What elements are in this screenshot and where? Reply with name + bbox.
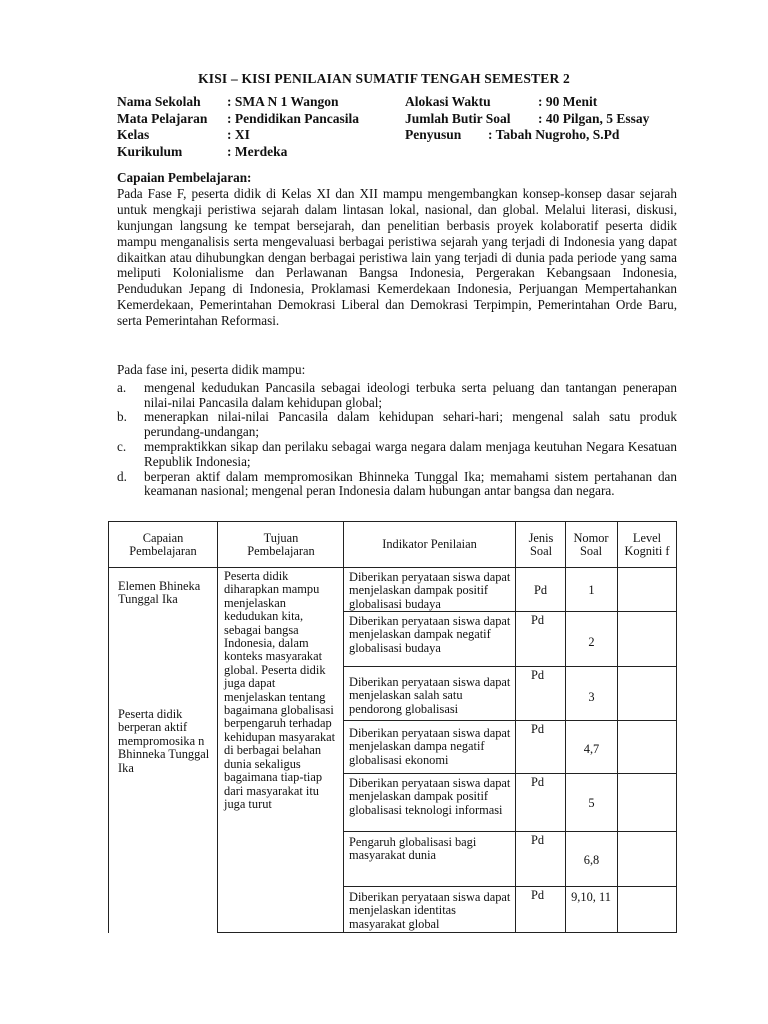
- nomor-cell: 3: [588, 690, 595, 704]
- meta-key: Alokasi Waktu: [405, 94, 491, 109]
- nomor-cell: 9,10, 11: [571, 890, 611, 904]
- header-tujuan: Tujuan Pembelajaran: [247, 530, 315, 558]
- meta-row: [117, 94, 359, 111]
- jenis-cell: Pd: [531, 775, 545, 789]
- table-border-top: [108, 521, 677, 522]
- column-divider: [343, 521, 344, 933]
- column-divider: [565, 521, 566, 933]
- list-marker: b.: [117, 409, 127, 425]
- meta-row: [405, 127, 649, 144]
- table-border-left: [108, 521, 109, 933]
- list-item: [117, 410, 677, 440]
- abilities-intro: Pada fase ini, peserta didik mampu:: [117, 362, 306, 377]
- meta-row: [117, 127, 359, 144]
- nomor-cell: 6,8: [583, 853, 600, 867]
- tujuan-text: Peserta didik diharapkan mampu menjelaskan kedudukan kita, sebagai bangsa Indonesia, dalam konteks masyarakat global. Peserta didik juga dapat menjelaskan tentang bagaimana globalisasi berpengaruh terhadap kehidupan masyarakat di berbagai belahan dunia sekaligus bagaimana tiap-tiap dari masyarakat itu juga turut: [224, 569, 336, 811]
- capaian-heading: Capaian Pembelajaran:: [117, 170, 252, 185]
- header-indikator: Indikator Penilaian: [382, 537, 477, 552]
- meta-row: [405, 111, 649, 128]
- kisi-table: [108, 521, 677, 933]
- capaian-element: Elemen Bhineka Tunggal Ika: [118, 579, 201, 607]
- meta-key: Kelas: [117, 127, 150, 142]
- header-level: Level Kogniti f: [624, 531, 670, 558]
- meta-value: : 90 Menit: [538, 94, 598, 109]
- list-text: berperan aktif dalam mempromosikan Bhinneka Tunggal Ika; memahami sistem pertahanan dan keamanan nasional; mengenal peran Indonesia dalam hubungan antar bangsa dan negara.: [144, 468, 677, 499]
- jenis-cell: Pd: [533, 583, 548, 597]
- meta-value: : XI: [227, 127, 250, 142]
- jenis-cell: Pd: [531, 722, 545, 736]
- abilities-list: [117, 381, 677, 499]
- row-divider: [343, 831, 677, 832]
- meta-right: [405, 94, 649, 144]
- row-divider: [343, 886, 677, 887]
- meta-row: [405, 94, 649, 111]
- header-capaian: Capaian Pembelajaran: [129, 530, 197, 558]
- indikator-cell: Diberikan peryataan siswa dapat menjelaskan identitas masyarakat global: [349, 890, 511, 931]
- list-text: mengenal kedudukan Pancasila sebagai ideologi terbuka serta peluang dan tantangan penerapan nilai-nilai Pancasila dalam kehidupan global;: [144, 379, 677, 410]
- nomor-cell: 5: [588, 796, 595, 810]
- meta-value: : Tabah Nugroho, S.Pd: [488, 127, 620, 142]
- meta-value: : 40 Pilgan, 5 Essay: [538, 110, 650, 126]
- header-jenis: Jenis Soal: [528, 530, 554, 558]
- list-text: menerapkan nilai-nilai Pancasila dalam kehidupan sehari-hari; mengenal salah satu produk perundang-undangan;: [144, 409, 677, 440]
- meta-key: Jumlah Butir Soal: [405, 110, 511, 126]
- abilities-section: [117, 363, 677, 499]
- indikator-cell: Pengaruh globalisasi bagi masyarakat dunia: [349, 835, 477, 863]
- column-divider: [217, 521, 218, 933]
- meta-key: Penyusun: [405, 127, 462, 142]
- list-marker: a.: [117, 379, 127, 395]
- table-border-right: [676, 521, 677, 933]
- jenis-cell: Pd: [531, 613, 545, 627]
- column-divider: [515, 521, 516, 933]
- meta-value: : Pendidikan Pancasila: [227, 110, 360, 126]
- list-text: mempraktikkan sikap dan perilaku sebagai warga negara dalam menjaga keutuhan Negara Kesatuan Republik Indonesia;: [144, 438, 677, 469]
- jenis-cell: Pd: [531, 888, 545, 902]
- meta-key: Nama Sekolah: [117, 94, 201, 109]
- list-marker: c.: [117, 438, 127, 454]
- row-divider: [343, 720, 677, 721]
- meta-left: [117, 94, 359, 160]
- capaian-section: [117, 170, 677, 329]
- list-item: [117, 470, 677, 500]
- row-divider: [343, 666, 677, 667]
- indikator-cell: Diberikan peryataan siswa dapat menjelaskan dampa negatif globalisasi ekonomi: [349, 726, 511, 767]
- header-nomor: Nomor Soal: [573, 530, 609, 558]
- list-item: [117, 440, 677, 470]
- jenis-cell: Pd: [531, 668, 545, 682]
- capaian-description: Peserta didik berperan aktif mempromosika n Bhinneka Tunggal Ika: [118, 707, 210, 775]
- jenis-cell: Pd: [531, 833, 545, 847]
- nomor-cell: 4,7: [583, 742, 600, 756]
- header-divider: [108, 567, 677, 568]
- indikator-cell: Diberikan peryataan siswa dapat menjelaskan dampak positif globalisasi teknologi informasi: [349, 776, 511, 817]
- meta-value: : SMA N 1 Wangon: [227, 94, 339, 109]
- indikator-cell: Diberikan peryataan siswa dapat menjelaskan dampak negatif globalisasi budaya: [349, 614, 511, 655]
- meta-key: Mata Pelajaran: [117, 110, 208, 126]
- capaian-paragraph: Pada Fase F, peserta didik di Kelas XI dan XII mampu mengembangkan konsep-konsep dasar sejarah untuk mengkaji peristiwa sejarah dalam lintasan lokal, nasional, dan global. Melalui literasi, diskusi, kunjungan langsung ke tempat bersejarah, dan penelitian berbasis proyek kolaboratif peserta didik mampu menganalisis serta mengevaluasi berbagai peristiwa sejarah yang terjadi di Indonesia yang dapat dikaitkan atau dihubungkan dengan berbagai peristiwa lain yang terjadi di dunia pada periode yang sama meliputi Kolonialisme dan Perlawanan Bangsa Indonesia, Pergerakan Kebangsaan Indonesia, Pendudukan Jepang di Indonesia, Proklamasi Kemerdekaan Indonesia, Perjuangan Mempertahankan Kemerdekaan, Pemerintahan Demokrasi Liberal dan Demokrasi Terpimpin, Pemerintahan Orde Baru, serta Pemerintahan Reformasi.: [117, 185, 677, 329]
- nomor-cell: 1: [588, 583, 595, 597]
- table-border-bottom: [217, 932, 677, 933]
- nomor-cell: 2: [588, 635, 595, 649]
- row-divider: [343, 773, 677, 774]
- indikator-cell: Diberikan peryataan siswa dapat menjelaskan salah satu pendorong globalisasi: [349, 675, 511, 716]
- indikator-cell: Diberikan peryataan siswa dapat menjelaskan dampak positif globalisasi budaya: [349, 570, 511, 611]
- column-divider: [617, 521, 618, 933]
- list-item: [117, 381, 677, 411]
- meta-row: [117, 111, 359, 128]
- list-marker: d.: [117, 468, 127, 484]
- document-title: KISI – KISI PENILAIAN SUMATIF TENGAH SEMESTER 2: [198, 71, 570, 86]
- meta-key: Kurikulum: [117, 143, 183, 159]
- meta-row: [117, 144, 359, 161]
- meta-value: : Merdeka: [227, 143, 288, 159]
